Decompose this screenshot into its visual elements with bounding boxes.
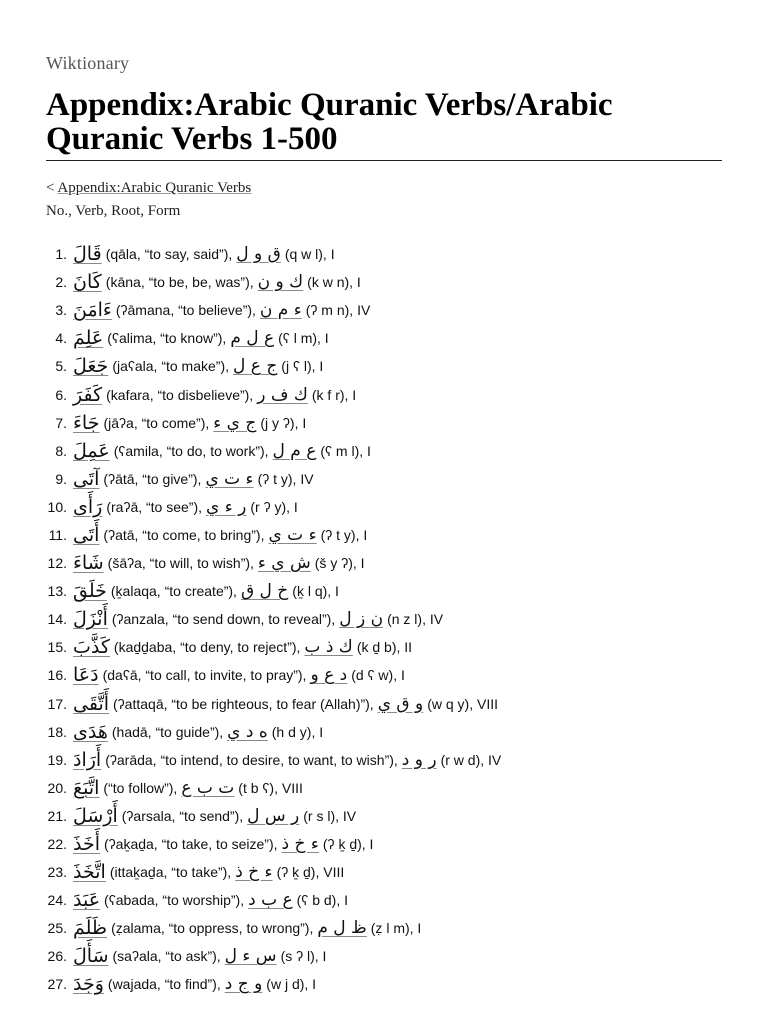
root-form: (ʕ b d), I: [296, 892, 348, 909]
verb-number: 4.: [55, 330, 67, 347]
site-name: Wiktionary: [46, 53, 130, 73]
verb-list-item: [46, 380, 722, 408]
breadcrumb: [46, 180, 251, 197]
verb-gloss: (ʔāmana, “to believe”),: [115, 302, 256, 319]
verb-gloss: (raʔā, “to see”),: [106, 498, 203, 515]
verb-list-item: [46, 465, 722, 493]
root-form: (k f r), I: [311, 386, 357, 403]
arabic-root-link[interactable]: س ء ل: [224, 946, 277, 967]
verb-number: 2.: [55, 274, 67, 291]
verb-gloss: (ʔatā, “to come, to bring”),: [103, 526, 265, 543]
verb-number: 16.: [47, 667, 67, 684]
root-form: (ḵ l q), I: [292, 583, 339, 600]
arabic-root-link[interactable]: ش ي ء: [257, 553, 311, 574]
root-form: (s ʔ l), I: [280, 948, 327, 965]
verb-number: 8.: [55, 442, 67, 459]
arabic-verb-link[interactable]: أَتَّقَى: [73, 692, 110, 715]
verb-gloss: (ʔanzala, “to send down, to reveal”),: [111, 611, 336, 628]
arabic-verb-link[interactable]: اتَّبَعَ: [73, 776, 100, 799]
verb-list-item: [46, 914, 722, 942]
verb-number: 1.: [55, 246, 67, 263]
verb-list-item: [46, 493, 722, 521]
arabic-root-link[interactable]: ع ل م: [230, 328, 275, 349]
arabic-verb-link[interactable]: اتَّخَذَ: [73, 861, 106, 884]
verb-list: [46, 240, 722, 999]
arabic-root-link[interactable]: ك ف ر: [257, 384, 308, 405]
arabic-root-link[interactable]: ج ع ل: [233, 356, 278, 377]
root-form: (ʔ ḵ ḏ), VIII: [276, 864, 345, 881]
root-form: (q w l), I: [284, 246, 335, 263]
verb-gloss: (“to follow”),: [103, 779, 178, 796]
arabic-root-link[interactable]: ت ب ع: [181, 777, 235, 798]
verb-list-item: [46, 858, 722, 886]
verb-gloss: (hadā, “to guide”),: [111, 723, 224, 740]
verb-number: 15.: [47, 639, 67, 656]
verb-list-item: [46, 661, 722, 689]
verb-number: 9.: [55, 470, 67, 487]
arabic-root-link[interactable]: د ع و: [310, 665, 348, 686]
breadcrumb-prefix: <: [46, 180, 58, 196]
root-form: (ʔ t y), I: [320, 526, 368, 543]
arabic-root-link[interactable]: ج ي ء: [213, 412, 257, 433]
verb-list-item: [46, 718, 722, 746]
verb-number: 20.: [47, 779, 67, 796]
arabic-root-link[interactable]: ء ت ي: [268, 524, 317, 545]
arabic-verb-link[interactable]: أَتَى: [73, 523, 100, 546]
verb-number: 11.: [48, 526, 67, 543]
arabic-verb-link[interactable]: شَاءَ: [73, 552, 104, 575]
arabic-root-link[interactable]: ء خ ذ: [235, 862, 273, 883]
verb-number: 12.: [47, 555, 67, 572]
arabic-verb-link[interactable]: دَعَا: [73, 664, 99, 687]
verb-number: 10.: [47, 498, 67, 515]
verb-list-item: [46, 437, 722, 465]
verb-number: 26.: [47, 948, 67, 965]
verb-list-item: [46, 633, 722, 661]
verb-list-item: [46, 970, 722, 998]
root-form: (k ḏ b), II: [356, 639, 413, 656]
verb-number: 13.: [47, 583, 67, 600]
page-title: Appendix:Arabic Quranic Verbs/Arabic Quranic Verbs 1-500: [46, 87, 613, 157]
root-form: (ʔ t y), IV: [257, 470, 314, 487]
arabic-root-link[interactable]: ع م ل: [272, 440, 317, 461]
verb-number: 6.: [55, 386, 67, 403]
arabic-root-link[interactable]: ه د ي: [227, 721, 268, 742]
arabic-root-link[interactable]: ء ت ي: [205, 468, 254, 489]
arabic-root-link[interactable]: و ق ي: [377, 693, 424, 714]
verb-number: 21.: [47, 807, 67, 824]
verb-gloss: (kafara, “to disbelieve”),: [106, 386, 254, 403]
verb-list-item: [46, 942, 722, 970]
verb-list-item: [46, 268, 722, 296]
root-form: (ʔ ḵ ḏ), I: [322, 836, 374, 853]
root-form: (r w d), IV: [440, 751, 502, 768]
root-form: (ẓ l m), I: [370, 920, 422, 937]
verb-gloss: (jāʔa, “to come”),: [103, 414, 210, 431]
column-legend: No., Verb, Root, Form: [46, 203, 181, 219]
arabic-root-link[interactable]: ء خ ذ: [281, 834, 319, 855]
arabic-verb-link[interactable]: أَنْزَلَ: [73, 608, 108, 631]
verb-gloss: (ʔattaqā, “to be righteous, to fear (Allah)”),: [113, 695, 374, 712]
verb-gloss: (wajada, “to find”),: [107, 976, 221, 993]
verb-gloss: (ʕamila, “to do, to work”),: [113, 442, 269, 459]
breadcrumb-link[interactable]: Appendix:Arabic Quranic Verbs: [57, 180, 252, 196]
verb-list-item: [46, 521, 722, 549]
arabic-verb-link[interactable]: ءَامَنَ: [73, 299, 112, 322]
verb-gloss: (kāna, “to be, be, was”),: [105, 274, 254, 291]
arabic-root-link[interactable]: ق و ل: [236, 244, 281, 265]
arabic-verb-link[interactable]: أَرَادَ: [73, 748, 102, 771]
verb-gloss: (daʕā, “to call, to invite, to pray”),: [102, 667, 307, 684]
verb-list-item: [46, 605, 722, 633]
verb-gloss: (kaḏḏaba, “to deny, to reject”),: [113, 639, 301, 656]
arabic-verb-link[interactable]: عَمِلَ: [73, 439, 110, 462]
arabic-verb-link[interactable]: أَرْسَلَ: [73, 804, 118, 827]
verb-list-item: [46, 324, 722, 352]
arabic-verb-link[interactable]: أَخَذَ: [73, 833, 100, 856]
verb-gloss: (ʔarsala, “to send”),: [121, 807, 244, 824]
arabic-root-link[interactable]: ك ذ ب: [304, 637, 353, 658]
arabic-verb-link[interactable]: عَبَدَ: [73, 889, 101, 912]
root-form: (ʕ m l), I: [320, 442, 371, 459]
root-form: (h d y), I: [271, 723, 324, 740]
verb-list-item: [46, 409, 722, 437]
arabic-root-link[interactable]: ر س ل: [247, 805, 300, 826]
arabic-verb-link[interactable]: خَلَقَ: [73, 580, 107, 603]
verb-gloss: (ittaḵaḏa, “to take”),: [109, 864, 232, 881]
root-form: (j y ʔ), I: [260, 414, 307, 431]
arabic-verb-link[interactable]: سَأَلَ: [73, 945, 109, 968]
arabic-verb-link[interactable]: عَلِمَ: [73, 327, 104, 350]
arabic-verb-link[interactable]: قَالَ: [73, 243, 102, 266]
verb-list-item: [46, 352, 722, 380]
verb-number: 7.: [55, 414, 67, 431]
arabic-verb-link[interactable]: هَدَى: [73, 720, 108, 743]
verb-number: 3.: [55, 302, 67, 319]
arabic-verb-link[interactable]: آتَى: [73, 467, 100, 490]
arabic-root-link[interactable]: ر و د: [401, 749, 437, 770]
arabic-verb-link[interactable]: كَذَّبَ: [73, 636, 110, 659]
root-form: (š y ʔ), I: [314, 555, 365, 572]
verb-list-item: [46, 577, 722, 605]
root-form: (j ʕ l), I: [281, 358, 324, 375]
verb-gloss: (ʔaḵaḏa, “to take, to seize”),: [104, 836, 278, 853]
verb-number: 25.: [47, 920, 67, 937]
verb-number: 24.: [47, 892, 67, 909]
verb-gloss: (ʕabada, “to worship”),: [104, 892, 245, 909]
arabic-verb-link[interactable]: كَفَرَ: [73, 383, 103, 406]
root-form: (d ʕ w), I: [351, 667, 405, 684]
arabic-root-link[interactable]: و ج د: [224, 974, 263, 995]
verb-list-item: [46, 240, 722, 268]
verb-gloss: (ẓalama, “to oppress, to wrong”),: [111, 920, 314, 937]
verb-gloss: (ʔarāda, “to intend, to desire, to want, to wish”),: [105, 751, 398, 768]
verb-gloss: (ḵalaqa, “to create”),: [110, 583, 237, 600]
verb-number: 27.: [47, 976, 67, 993]
verb-list-item: [46, 296, 722, 324]
verb-gloss: (šāʔa, “to will, to wish”),: [107, 555, 254, 572]
root-form: (w q y), VIII: [427, 695, 499, 712]
arabic-root-link[interactable]: ء م ن: [259, 300, 302, 321]
verb-list-item: [46, 549, 722, 577]
arabic-verb-link[interactable]: كَانَ: [73, 271, 102, 294]
arabic-root-link[interactable]: خ ل ق: [240, 581, 289, 602]
verb-list-item: [46, 774, 722, 802]
verb-gloss: (jaʕala, “to make”),: [112, 358, 230, 375]
arabic-verb-link[interactable]: جَاءَ: [73, 411, 100, 434]
verb-number: 5.: [55, 358, 67, 375]
arabic-root-link[interactable]: ر ء ي: [206, 496, 247, 517]
arabic-root-link[interactable]: ع ب د: [248, 890, 293, 911]
arabic-verb-link[interactable]: جَعَلَ: [73, 355, 109, 378]
arabic-verb-link[interactable]: وَجَدَ: [73, 973, 104, 996]
root-form: (w j d), I: [266, 976, 317, 993]
root-form: (ʔ m n), IV: [305, 302, 371, 319]
arabic-verb-link[interactable]: ظَلَمَ: [73, 917, 108, 940]
root-form: (k w n), I: [307, 274, 361, 291]
verb-list-item: [46, 802, 722, 830]
arabic-root-link[interactable]: ظ ل م: [317, 918, 367, 939]
root-form: (t b ʕ), VIII: [238, 779, 303, 796]
verb-list-item: [46, 690, 722, 718]
verb-gloss: (ʔātā, “to give”),: [103, 470, 202, 487]
verb-number: 23.: [47, 864, 67, 881]
verb-gloss: (saʔala, “to ask”),: [112, 948, 221, 965]
arabic-verb-link[interactable]: رَأَى: [73, 495, 103, 518]
root-form: (n z l), IV: [387, 611, 444, 628]
arabic-root-link[interactable]: ك و ن: [257, 272, 304, 293]
verb-list-item: [46, 746, 722, 774]
verb-list-item: [46, 830, 722, 858]
verb-number: 17.: [47, 695, 67, 712]
verb-number: 22.: [47, 836, 67, 853]
verb-number: 18.: [47, 723, 67, 740]
verb-gloss: (qāla, “to say, said”),: [105, 246, 233, 263]
root-form: (ʕ l m), I: [278, 330, 329, 347]
verb-gloss: (ʕalima, “to know”),: [107, 330, 227, 347]
arabic-root-link[interactable]: ن ز ل: [339, 609, 384, 630]
verb-list-item: [46, 886, 722, 914]
root-form: (r s l), IV: [303, 807, 357, 824]
verb-number: 14.: [47, 611, 67, 628]
verb-number: 19.: [47, 751, 67, 768]
root-form: (r ʔ y), I: [250, 498, 298, 515]
title-divider: [46, 160, 722, 161]
